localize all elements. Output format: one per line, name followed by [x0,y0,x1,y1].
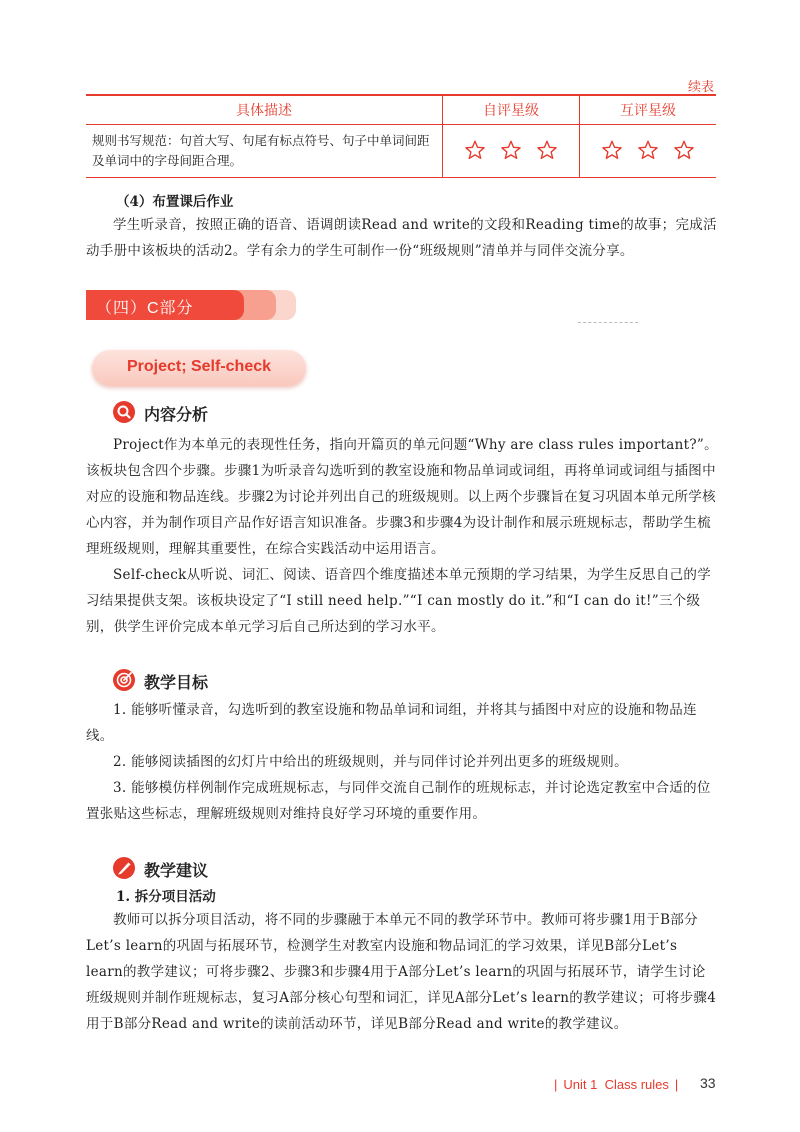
suggestions-heading: 教学建议 [144,863,209,880]
self-rating-stars [443,125,580,178]
footer-title: Class rules [604,1077,669,1092]
target-icon [112,668,136,696]
suggestions-text: 教师可以拆分项目活动，将不同的步骤融于本单元不同的教学环节中。教师可将步骤1用于B部分Let’s learn的巩固与拓展环节，检测学生对教室内设施和物品词汇的学习效果，详见B部分Let’s learn的教学建议；可将步骤2、步骤3和步骤4用于A部分Let’s learn的巩固与拓展环节，请学生讨论班级规则并制作班规标志，复习A部分核心句型和词汇，详见A部分Let’s learn的教学建议；可将步骤4用于B部分Read and write的读前活动环节，详见B部分Read and write的教学建议。 [86,912,717,1032]
objectives-heading: 教学目标 [144,675,209,692]
content-analysis-p1: Project作为本单元的表现性任务，指向开篇页的单元问题“Why are class rules important?”。该板块包含四个步骤。步骤1为听录音勾选听到的教室设施和物品单词或词组，再将单词或词组与插图中对应的设施和物品连线。步骤2为讨论并列出自己的班级规则。以上两个步骤旨在复习巩固本单元所学核心内容，并为制作项目产品作好语言知识准备。步骤3和步骤4为设计制作和展示班规标志，帮助学生梳理班级规则，理解其重要性，在综合实践活动中运用语言。 [86,437,718,557]
rubric-row [86,125,716,178]
star-icon [637,139,659,161]
project-pill-label: Project; Self-check [126,358,272,375]
rubric-header-row [86,95,716,125]
star-icon [500,139,522,161]
homework-heading: （4）布置课后作业 [116,194,234,210]
rubric-table [86,94,716,178]
suggestions-subheading: 1. 拆分项目活动 [116,889,216,905]
objective-item: 3. 能够模仿样例制作完成班规标志，与同伴交流自己制作的班规标志，并讨论选定教室中合适的位置张贴这些标志，理解班级规则对维持良好学习环境的重要作用。 [86,780,711,822]
homework-text: 学生听录音，按照正确的语音、语调朗读Read and write的文段和Reading time的故事；完成活动手册中该板块的活动2。学有余力的学生可制作一份“班级规则”清单并与同伴交流分享。 [86,217,717,259]
star-icon [464,139,486,161]
continued-label: 续表 [687,79,714,94]
project-selfcheck-pill [92,350,306,386]
peer-rating-stars [580,125,716,178]
rubric-header-description: 具体描述 [86,95,443,125]
section-banner [86,290,296,320]
rubric-header-peer: 互评星级 [580,95,716,125]
rubric-header-self: 自评星级 [443,95,580,125]
pen-icon [112,856,136,884]
star-icon [673,139,695,161]
section-banner-label: （四）C部分 [96,300,194,317]
objective-item: 1. 能够听懂录音，勾选听到的教室设施和物品单词和词组，并将其与插图中对应的设施和物品连线。 [86,702,697,744]
star-icon [601,139,623,161]
page-footer: | Unit 1 Class rules | [554,1077,679,1092]
dashed-divider [578,322,638,325]
footer-unit: Unit 1 [563,1077,598,1092]
search-icon [112,400,136,428]
star-icon [536,139,558,161]
content-analysis-p2: Self-check从听说、词汇、阅读、语音四个维度描述本单元预期的学习结果，为学生反思自己的学习结果提供支架。该板块设定了“I still need help.”“I can mostly do it.”和“I can do it!”三个级别，供学生评价完成本单元学习后自己所达到的学习水平。 [86,567,712,635]
content-analysis-heading: 内容分析 [144,407,209,424]
objective-item: 2. 能够阅读插图的幻灯片中给出的班级规则，并与同伴讨论并列出更多的班级规则。 [113,754,628,770]
page-number: 33 [700,1075,716,1091]
rubric-description: 规则书写规范：句首大写、句尾有标点符号、句子中单词间距及单词中的字母间距合理。 [86,125,443,178]
